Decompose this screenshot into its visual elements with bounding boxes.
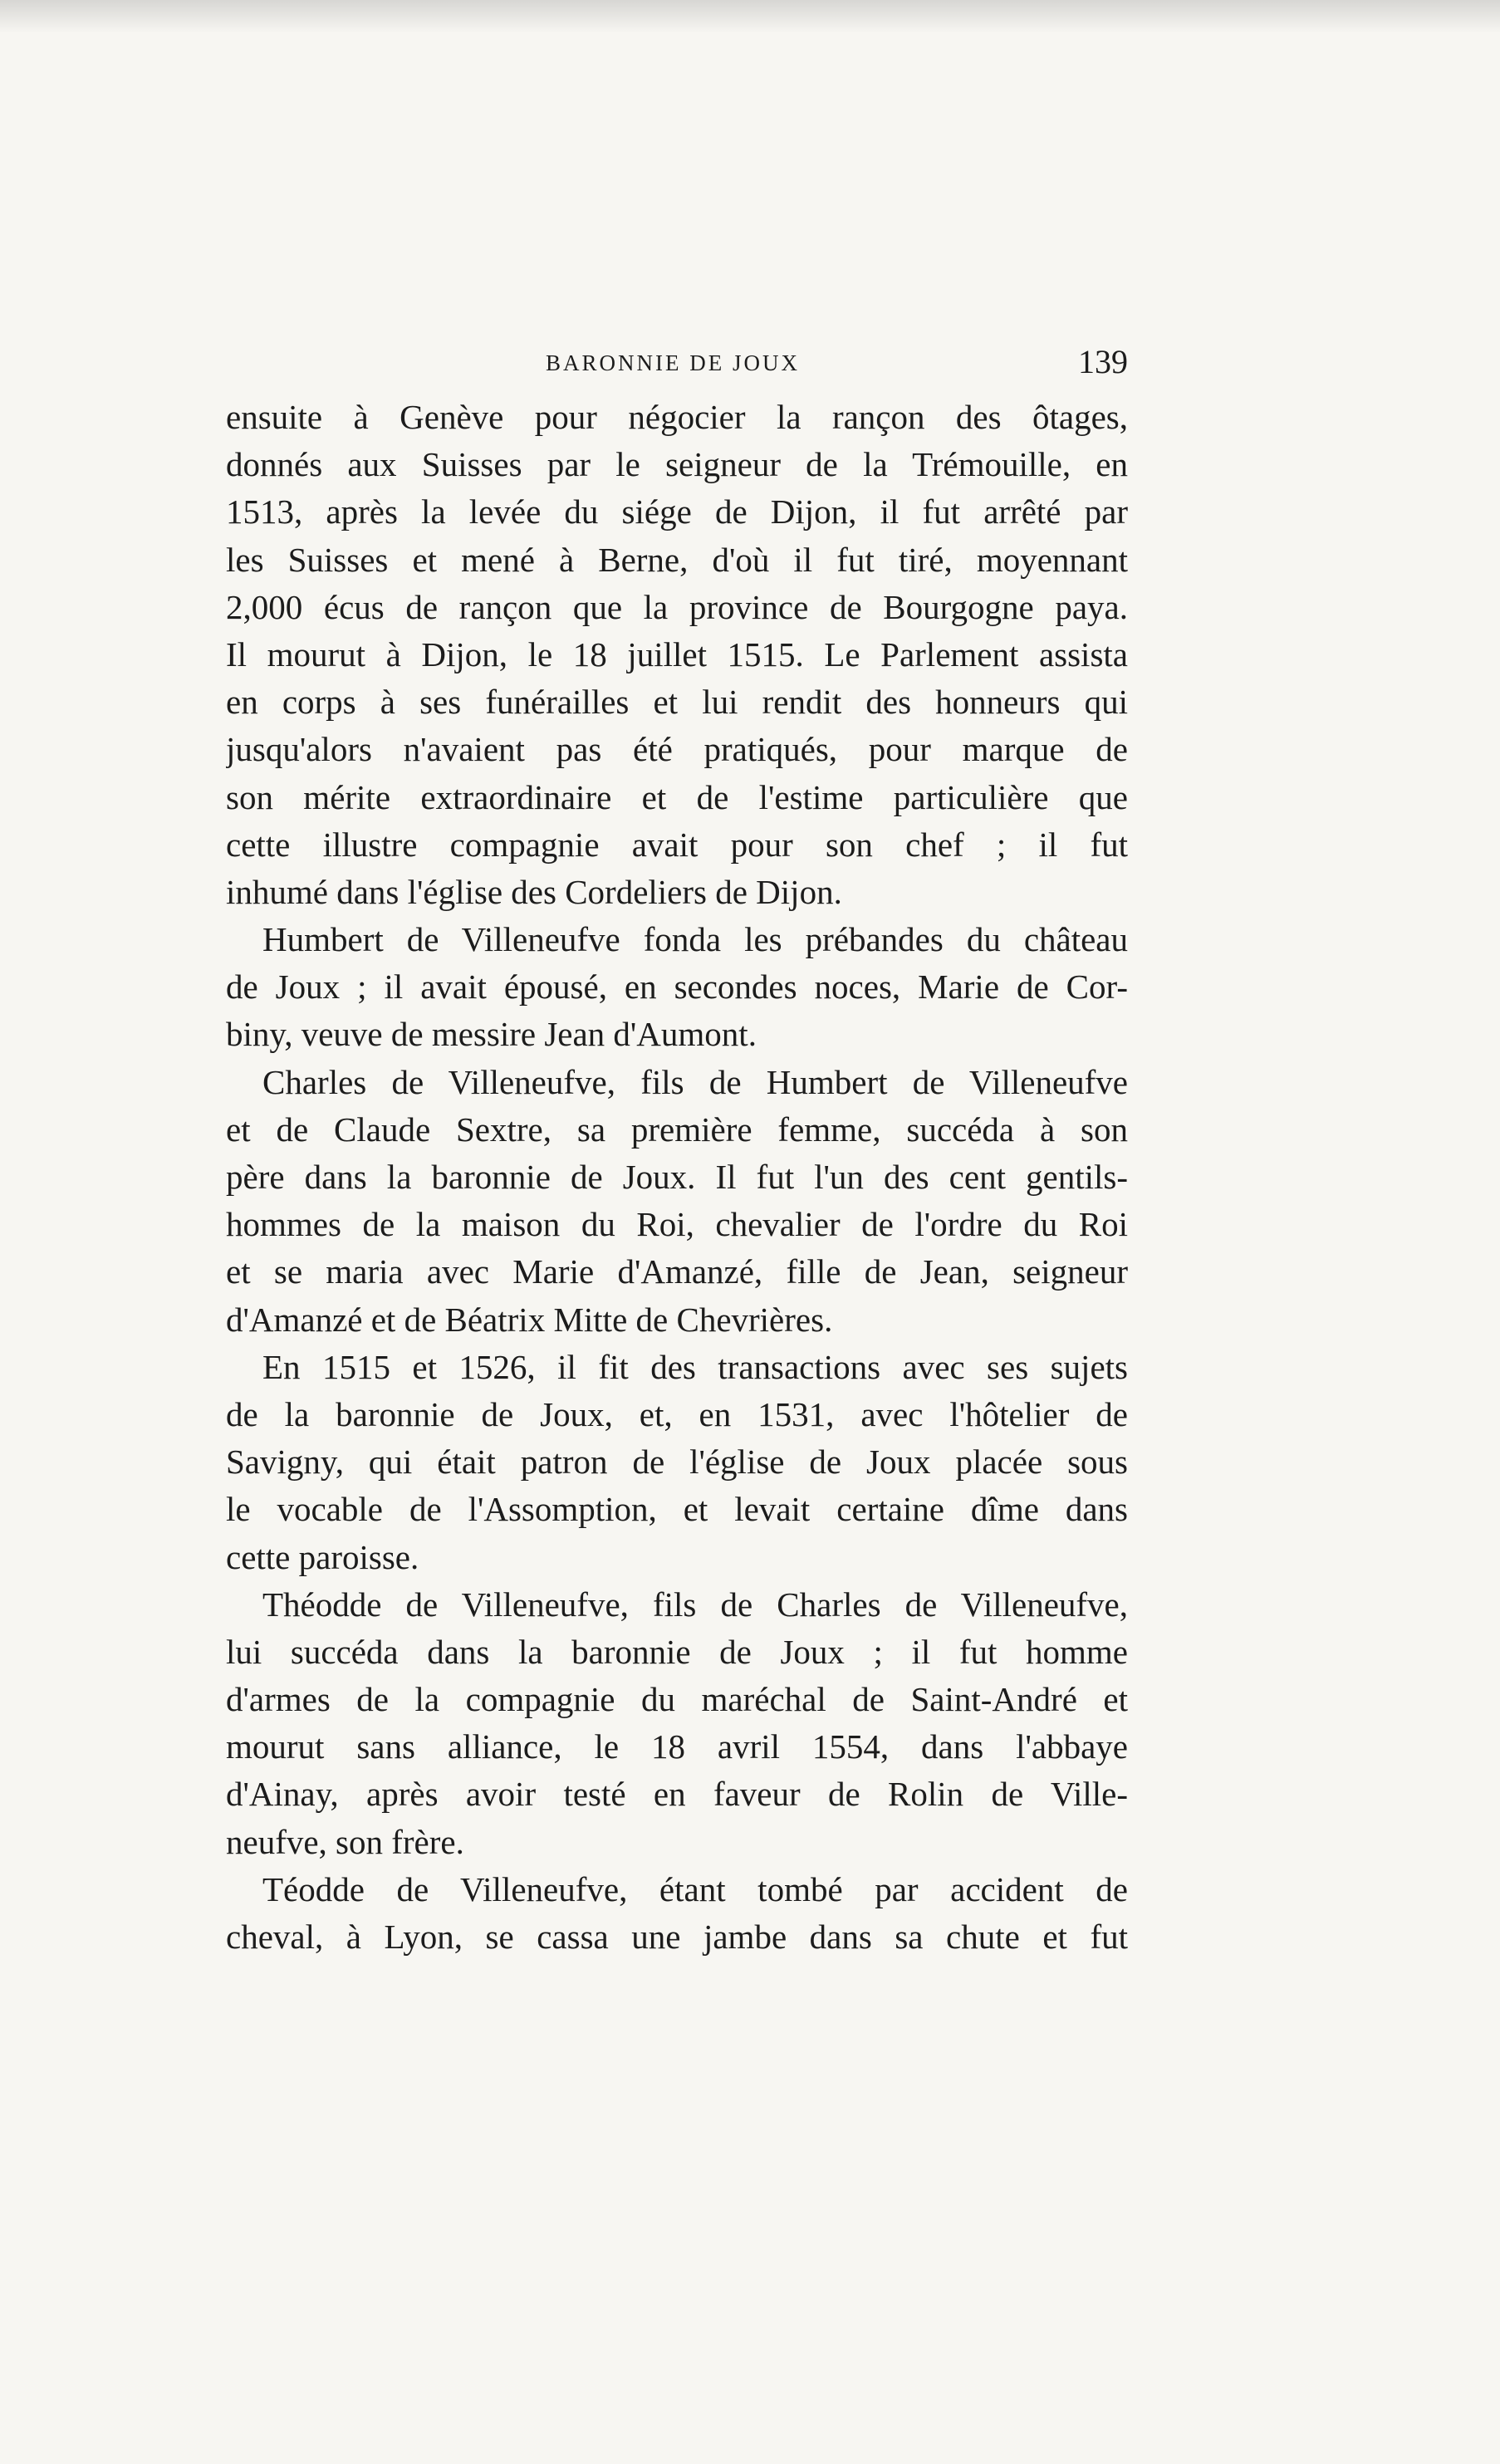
text-line: en corps à ses funérailles et lui rendit des honneurs qui — [226, 683, 1128, 722]
text-line: Téodde de Villeneufve, étant tombé par accident de — [262, 1869, 1128, 1908]
text-line: En 1515 et 1526, il fit des transactions avec ses sujets — [262, 1347, 1128, 1386]
text-line: hommes de la maison du Roi, chevalier de l'ordre du Roi — [226, 1205, 1128, 1244]
text-line: et se maria avec Marie d'Amanzé, fille de Jean, seigneur — [226, 1252, 1128, 1291]
text-line: les Suisses et mené à Berne, d'où il fut tiré, moyennant — [226, 540, 1128, 579]
text-line: d'Amanzé et de Béatrix Mitte de Chevrières. — [226, 1300, 833, 1339]
text-line: et de Claude Sextre, sa première femme, succéda à son — [226, 1110, 1128, 1149]
text-line: ensuite à Genève pour négocier la rançon des ôtages, — [226, 398, 1128, 436]
text-line: de la baronnie de Joux, et, en 1531, avec l'hôtelier de — [226, 1394, 1128, 1433]
text-line: d'armes de la compagnie du maréchal de Saint-André et — [226, 1680, 1128, 1719]
text-line: père dans la baronnie de Joux. Il fut l'un des cent gentils- — [226, 1158, 1128, 1196]
text-line: de Joux ; il avait épousé, en secondes noces, Marie de Cor- — [226, 967, 1128, 1007]
page-header — [226, 339, 1128, 389]
text-line: 1513, après la levée du siége de Dijon, il fut arrêté par — [226, 492, 1128, 531]
text-line: neufve, son frère. — [226, 1822, 464, 1861]
text-line: donnés aux Suisses par le seigneur de la Trémouille, en — [226, 445, 1128, 484]
text-line: d'Ainay, après avoir testé en faveur de Rolin de Ville- — [226, 1775, 1128, 1814]
text-line: 2,000 écus de rançon que la province de Bourgogne paya. — [226, 587, 1128, 626]
body-text — [226, 394, 1128, 1961]
text-line: jusqu'alors n'avaient pas été pratiqués, pour marque de — [226, 730, 1128, 769]
text-line: le vocable de l'Assomption, et levait certaine dîme dans — [226, 1490, 1128, 1529]
text-line: inhumé dans l'église des Cordeliers de Dijon. — [226, 872, 842, 911]
text-line: cheval, à Lyon, se cassa une jambe dans sa chute et fut — [226, 1918, 1128, 1956]
text-line: biny, veuve de messire Jean d'Aumont. — [226, 1015, 757, 1054]
text-line: Humbert de Villeneufve fonda les prébandes du château — [262, 920, 1128, 959]
text-line: Charles de Villeneufve, fils de Humbert de Villeneufve — [262, 1062, 1128, 1101]
scan-shadow — [0, 0, 1500, 33]
text-line: mourut sans alliance, le 18 avril 1554, dans l'abbaye — [226, 1727, 1128, 1766]
page-number: 139 — [1078, 343, 1128, 380]
text-line: Théodde de Villeneufve, fils de Charles de Villeneufve, — [262, 1585, 1128, 1624]
text-line: lui succéda dans la baronnie de Joux ; il fut homme — [226, 1632, 1128, 1671]
text-line: Il mourut à Dijon, le 18 juillet 1515. Le Parlement assista — [226, 634, 1128, 674]
text-line: cette illustre compagnie avait pour son chef ; il fut — [226, 825, 1128, 864]
running-title: BARONNIE DE JOUX — [546, 350, 800, 375]
text-line: cette paroisse. — [226, 1537, 419, 1576]
text-line: Savigny, qui était patron de l'église de Joux placée sous — [226, 1443, 1128, 1482]
text-line: son mérite extraordinaire et de l'estime particulière que — [226, 777, 1128, 816]
